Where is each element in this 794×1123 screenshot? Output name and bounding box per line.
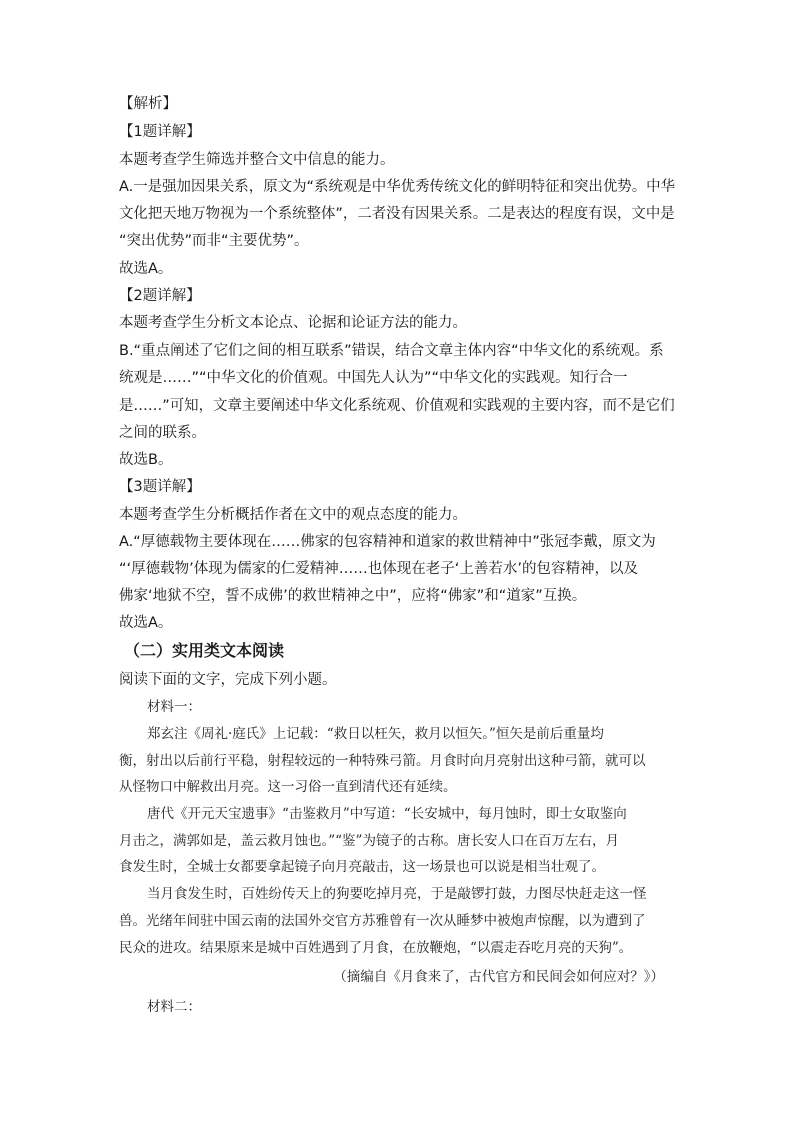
material-line: 郑玄注《周礼·庭氏》上记载：“救日以枉矢，救月以恒矢。”恒矢是前后重量均 bbox=[147, 726, 604, 742]
answer-line: 故选A。 bbox=[119, 615, 173, 631]
analysis-tag: 【解析】 bbox=[119, 96, 177, 112]
q2-heading: 【2题详解】 bbox=[119, 288, 201, 304]
material-line: 当月食发生时，百姓纷传天上的狗要吃掉月亮，于是敲锣打鼓，力图尽快赶走这一怪 bbox=[147, 886, 647, 902]
material-line: 衡，射出以后前行平稳，射程较远的一种特殊弓箭。月食时向月亮射出这种弓箭，就可以 bbox=[119, 753, 646, 769]
text-line: A.“厚德载物主要体现在……佛家的包容精神和道家的救世精神中”张冠李戴，原文为 bbox=[119, 534, 656, 550]
text-line: “突出优势”而非“主要优势”。 bbox=[119, 233, 309, 249]
source-citation: （摘编自《月食来了，古代官方和民间会如何应对？》） bbox=[333, 969, 664, 985]
text-line: 之间的联系。 bbox=[119, 425, 206, 441]
material-label: 材料二： bbox=[147, 999, 201, 1015]
answer-line: 故选A。 bbox=[119, 261, 173, 277]
q1-heading: 【1题详解】 bbox=[119, 124, 201, 140]
text-line: 佛家‘地狱不空，誓不成佛’的救世精神之中”，应将“佛家”和“道家”互换。 bbox=[119, 588, 587, 604]
q3-heading: 【3题详解】 bbox=[119, 479, 201, 495]
text-line: 本题考查学生筛选并整合文中信息的能力。 bbox=[119, 152, 395, 168]
material-line: 唐代《开元天宝遗事》“击鉴救月”中写道：“长安城中，每月蚀时，即士女取鉴向 bbox=[147, 806, 627, 822]
material-line: 食发生时，全城士女都要拿起镜子向月亮敲击，这一场景也可以说是相当壮观了。 bbox=[119, 859, 605, 875]
material-line: 民众的进攻。结果原来是城中百姓遇到了月食，在放鞭炮，“以震走吞吃月亮的天狗”。 bbox=[119, 940, 633, 956]
material-line: 月击之，满郭如是，盖云救月蚀也。”“鉴”为镜子的古称。唐长安人口在百万左右，月 bbox=[119, 833, 619, 849]
material-line: 兽。光绪年间驻中国云南的法国外交官方苏雅曾有一次从睡梦中被炮声惊醒，以为遭到了 bbox=[119, 913, 646, 929]
section-title: （二）实用类文本阅读 bbox=[124, 641, 285, 660]
material-label: 材料一： bbox=[147, 699, 201, 715]
text-line: 统观是……”“中华文化的价值观。中国先人认为”“中华文化的实践观。知行合一 bbox=[119, 370, 628, 386]
text-line: 是……”可知，文章主要阐述中华文化系统观、价值观和实践观的主要内容，而不是它们 bbox=[119, 398, 675, 414]
instruction: 阅读下面的文字，完成下列小题。 bbox=[119, 672, 337, 688]
text-line: 本题考查学生分析概括作者在文中的观点态度的能力。 bbox=[119, 507, 467, 523]
text-line: 本题考查学生分析文本论点、论据和论证方法的能力。 bbox=[119, 315, 467, 331]
text-line: 文化把天地万物视为一个系统整体”，二者没有因果关系。二是表达的程度有误，文中是 bbox=[119, 206, 675, 222]
answer-line: 故选B。 bbox=[119, 452, 173, 468]
text-line: B.“重点阐述了它们之间的相互联系”错误，结合文章主体内容“中华文化的系统观。系 bbox=[119, 343, 664, 359]
material-line: 从怪物口中解救出月亮。这一习俗一直到清代还有延续。 bbox=[119, 779, 457, 795]
text-line: A.一是强加因果关系，原文为“系统观是中华优秀传统文化的鲜明特征和突出优势。中华 bbox=[119, 179, 676, 195]
text-line: “‘厚德载物’体现为儒家的仁爱精神……也体现在老子‘上善若水’的包容精神，以及 bbox=[119, 561, 638, 577]
